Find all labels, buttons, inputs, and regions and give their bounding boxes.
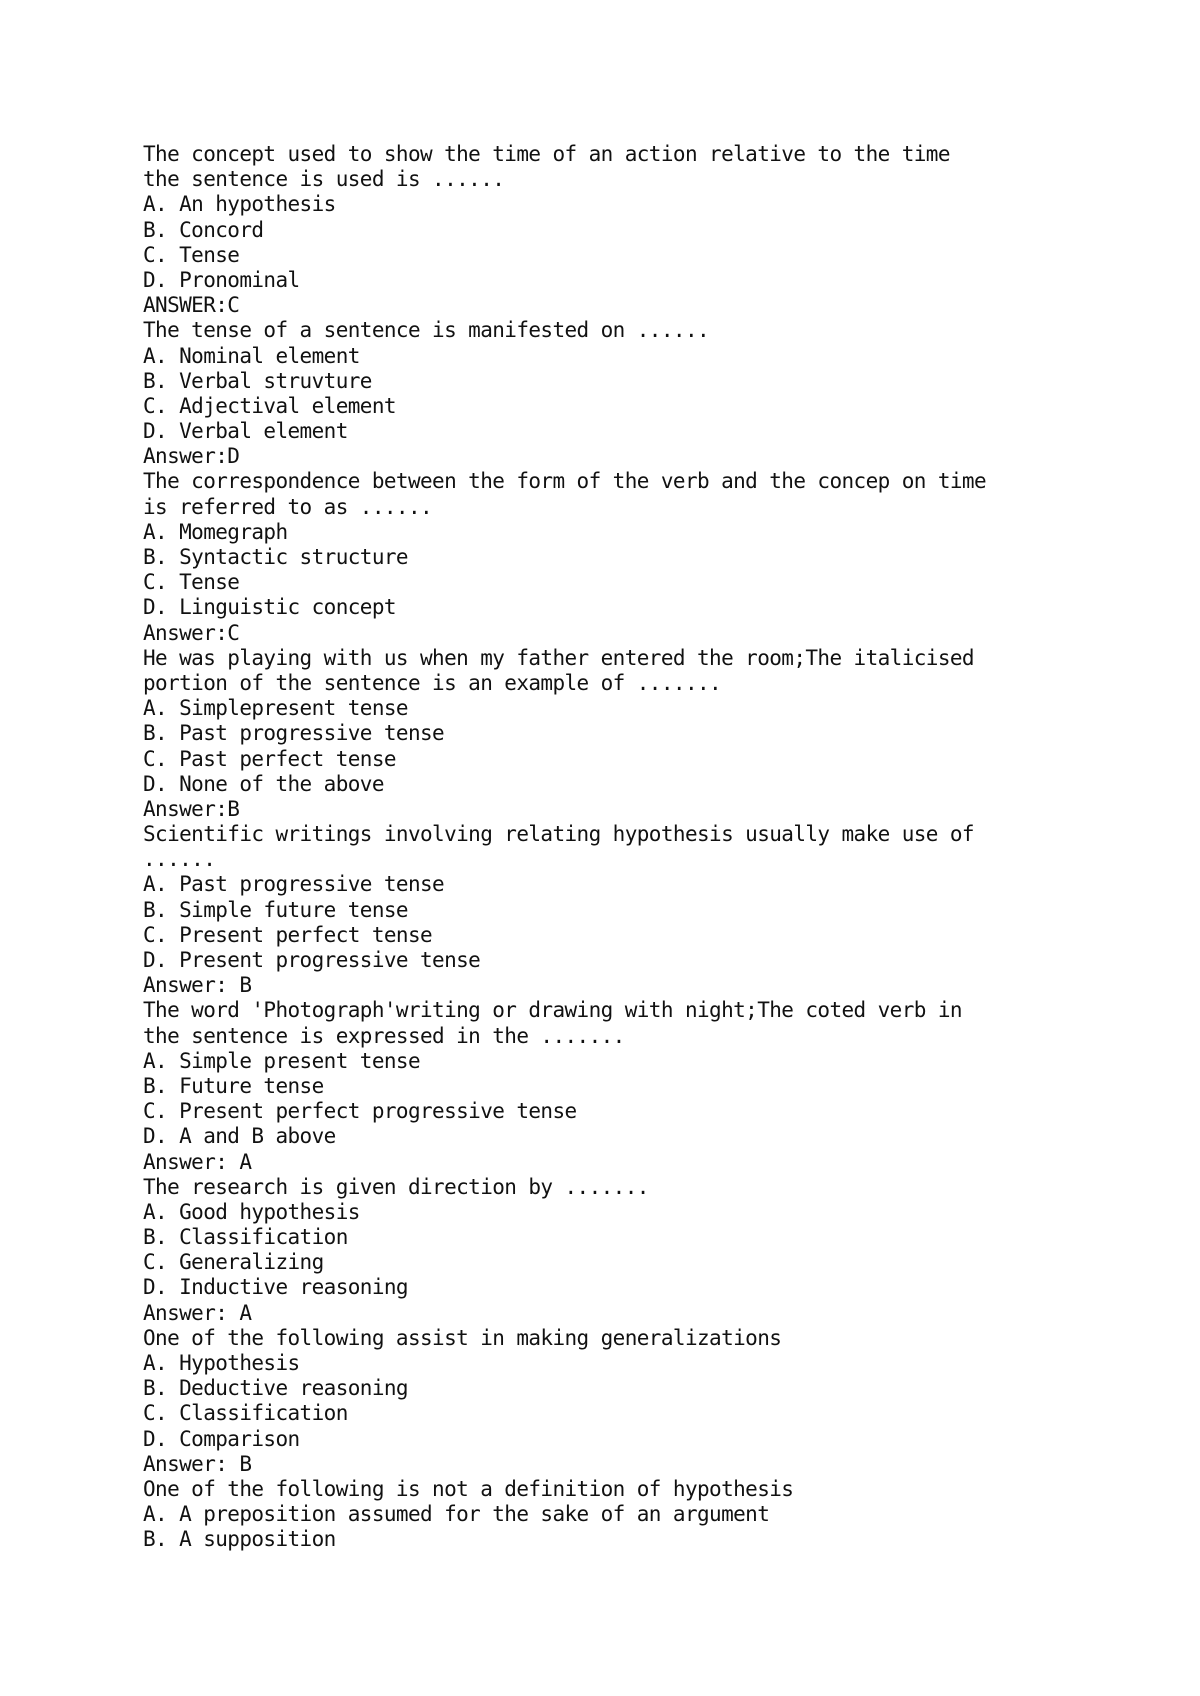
text-line: C. Tense [143, 242, 240, 267]
text-line: A. Past progressive tense [143, 872, 445, 897]
text-line: A. Nominal element [143, 343, 360, 368]
text-line: D. A and B above [143, 1124, 336, 1149]
text-line: Scientific writings involving relating hypothesis usually make use of [143, 822, 974, 847]
document-page [143, 142, 1153, 1553]
text-line: Answer:B [143, 796, 240, 821]
text-line: B. Syntactic structure [143, 545, 408, 569]
text-line: Answer: B [143, 1451, 252, 1476]
text-line: C. Present perfect tense [143, 922, 433, 947]
text-line: Answer: A [143, 1149, 252, 1174]
text-line: C. Present perfect progressive tense [143, 1099, 577, 1124]
text-line: B. Verbal struvture [143, 368, 372, 393]
text-line: The concept used to show the time of an action relative to the time [143, 142, 950, 166]
text-line: D. Comparison [143, 1426, 300, 1451]
text-line: One of the following assist in making generalizations [143, 1325, 782, 1350]
text-line: portion of the sentence is an example of ....... [143, 670, 722, 695]
text-line: C. Generalizing [143, 1250, 324, 1275]
text-line: D. Present progressive tense [143, 948, 481, 972]
text-line: B. Future tense [143, 1073, 324, 1098]
text-line: B. A supposition [143, 1527, 336, 1552]
text-line: is referred to as ...... [143, 494, 433, 519]
text-line: D. Linguistic concept [143, 595, 396, 620]
text-line: the sentence is used is ...... [143, 167, 505, 192]
text-line: D. Inductive reasoning [143, 1275, 408, 1300]
text-line: B. Simple future tense [143, 897, 408, 922]
text-line: Answer:C [143, 620, 240, 645]
text-line: B. Classification [143, 1225, 348, 1250]
text-line: A. Good hypothesis [143, 1199, 360, 1224]
text-line: D. None of the above [143, 771, 384, 796]
text-line: Answer:D [143, 444, 240, 469]
text-line: ...... [143, 847, 216, 872]
text-line: A. An hypothesis [143, 192, 336, 217]
text-line: ANSWER:C [143, 293, 240, 318]
text-line: The tense of a sentence is manifested on ...... [143, 318, 710, 343]
text-line: C. Classification [143, 1401, 348, 1426]
text-line: The research is given direction by ....... [143, 1174, 649, 1199]
text-line: The word 'Photograph'writing or drawing with night;The coted verb in [143, 998, 962, 1023]
text-line: D. Verbal element [143, 419, 348, 444]
text-line: A. Simple present tense [143, 1048, 420, 1073]
text-line: A. Momegraph [143, 519, 288, 544]
text-line: Answer: A [143, 1300, 252, 1325]
text-line: A. A preposition assumed for the sake of an argument [143, 1502, 770, 1527]
text-line: B. Concord [143, 217, 264, 242]
text-line: the sentence is expressed in the ....... [143, 1023, 625, 1048]
text-line: A. Simplepresent tense [143, 696, 408, 721]
text-line: C. Tense [143, 570, 240, 595]
text-line: D. Pronominal [143, 267, 300, 292]
text-line: He was playing with us when my father entered the room;The italicised [143, 645, 974, 670]
text-line: B. Past progressive tense [143, 721, 445, 746]
text-line: One of the following is not a definition of hypothesis [143, 1476, 794, 1501]
text-line: A. Hypothesis [143, 1351, 300, 1375]
text-line: C. Past perfect tense [143, 746, 396, 771]
text-line: Answer: B [143, 973, 252, 998]
text-line: B. Deductive reasoning [143, 1376, 408, 1401]
text-line: The correspondence between the form of the verb and the concep on time [143, 469, 987, 494]
text-line: C. Adjectival element [143, 393, 396, 418]
